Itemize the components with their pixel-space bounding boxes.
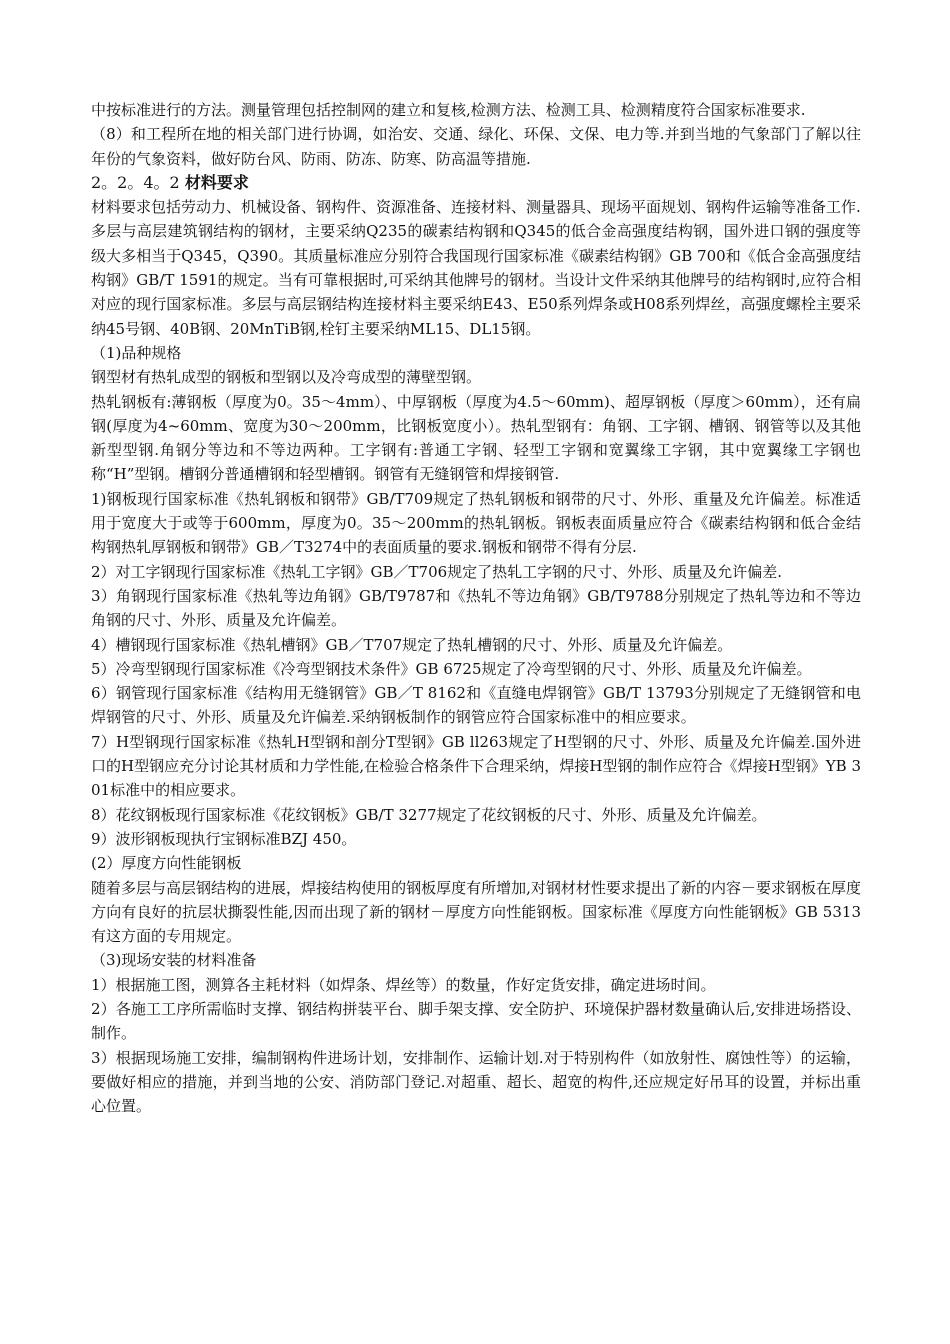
paragraph-coordination: （8）和工程所在地的相关部门进行协调，如治安、交通、绿化、环保、文保、电力等.并到当地的气象部门了解以往年份的气象资料，做好防台风、防雨、防冻、防寒、防高温等措施. bbox=[91, 125, 861, 168]
paragraph-steel-sections: 钢型材有热轧成型的钢板和型钢以及冷弯成型的薄壁型钢。 bbox=[91, 368, 482, 387]
list-item-angle-steel: 3）角钢现行国家标准《热轧等边角钢》GB/T9787和《热轧不等边角钢》GB/T9788分别规定了热轧等边和不等边角钢的尺寸、外形、质量及允许偏差。 bbox=[91, 586, 861, 630]
section-heading bbox=[91, 171, 861, 195]
paragraph-measurement-methods: 中按标准进行的方法。测量管理包括控制网的建立和复核,检测方法、检测工具、检测精度符合国家标准要求. bbox=[91, 101, 806, 119]
paragraph-hot-rolled: 热轧钢板有:薄钢板（厚度为0。35～4mm）、中厚钢板（厚度为4.5～60mm)、超厚钢板（厚度＞60mm），还有扁钢(厚度为4~60mm、宽度为30～200mm，比钢板宽度小）。热轧型钢有：角钢、工字钢、槽钢、钢管等以及其他新型型钢.角钢分等边和不等边两种。工字钢有:普通工字钢、轻型工字钢和宽翼缘工字钢，其中宽翼缘工字钢也称“H”型钢。槽钢分普通槽钢和轻型槽钢。钢管有无缝钢管和焊接钢管. bbox=[91, 392, 861, 484]
list-item-transport-plan: 3）根据现场施工安排，编制钢构件进场计划，安排制作、运输计划.对于特别构件（如放射性、腐蚀性等）的运输，要做好相应的措施，并到当地的公安、消防部门登记.对超重、超长、超宽的构件,还应规定好吊耳的设置，并标出重心位置。 bbox=[91, 1048, 861, 1116]
list-item-steel-pipe: 6）钢管现行国家标准《结构用无缝钢管》GB／T 8162和《直缝电焊钢管》GB/T 13793分别规定了无缝钢管和电焊钢管的尺寸、外形、质量及允许偏差.采纳钢板制作的钢管应符合国家标准中的相应要求。 bbox=[91, 684, 861, 727]
paragraph-steel-grades: 多层与高层建筑钢结构的钢材，主要采纳Q235的碳素结构钢和Q345的低合金高强度结构钢，国外进口钢的强度等级大多相当于Q345，Q390。其质量标准应分别符合我国现行国家标准《碳素结构钢》GB 700和《低合金高强度结构钢》GB/T 1591的规定。当有可靠根据时,可采纳其他牌号的钢材。当设计文件采纳其他牌号的结构钢时,应符合相对应的现行国家标准。多层与高层钢结构连接材料主要采纳E43、E50系列焊条或H08系列焊丝，高强度螺栓主要采纳45号钢、40B钢、20MnTiB钢,栓钉主要采纳ML15、DL15钢。 bbox=[91, 222, 861, 338]
list-item-channel-steel: 4）槽钢现行国家标准《热轧槽钢》GB／T707规定了热轧槽钢的尺寸、外形、质量及允许偏差。 bbox=[91, 635, 733, 654]
list-item-h-beam: 7）H型钢现行国家标准《热轧H型钢和剖分T型钢》GB ll263规定了H型钢的尺寸、外形、质量及允许偏差.国外进口的H型钢应充分讨论其材质和力学性能,在检验合格条件下合理采纳，焊接H型钢的制作应符合《焊接H型钢》YB 301标准中的相应要求。 bbox=[91, 732, 861, 800]
subheading-site-materials: （3)现场安装的材料准备 bbox=[91, 951, 257, 970]
section-title: 材料要求 bbox=[184, 172, 249, 192]
subheading-varieties: （1)品种规格 bbox=[91, 343, 182, 362]
subheading-thickness-direction: (2）厚度方向性能钢板 bbox=[91, 854, 242, 873]
paragraph-material-intro: 材料要求包括劳动力、机械设备、钢构件、资源准备、连接材料、测量器具、现场平面规划、钢构件运输等准备工作. bbox=[91, 198, 861, 217]
list-item-checkered-plate: 8）花纹钢板现行国家标准《花纹钢板》GB/T 3277规定了花纹钢板的尺寸、外形、质量及允许偏差。 bbox=[91, 805, 767, 824]
list-item-i-beam: 2）对工字钢现行国家标准《热轧工字钢》GB／T706规定了热轧工字钢的尺寸、外形、质量及允许偏差. bbox=[91, 562, 782, 581]
list-item-corrugated-plate: 9）波形钢板现执行宝钢标准BZJ 450。 bbox=[91, 829, 357, 848]
list-item-cold-formed: 5）冷弯型钢现行国家标准《冷弯型钢技术条件》GB 6725规定了冷弯型钢的尺寸、外形、质量及允许偏差。 bbox=[91, 659, 812, 678]
section-number: 2。2。4。2 bbox=[91, 172, 180, 192]
list-item-temporary-supports: 2）各施工工序所需临时支撑、钢结构拼装平台、脚手架支撑、安全防护、环境保护器材数量确认后,安排进场搭设、制作。 bbox=[91, 999, 861, 1043]
list-item-steel-plate: 1)钢板现行国家标准《热轧钢板和钢带》GB/T709规定了热轧钢板和钢带的尺寸、外形、重量及允许偏差。标准适用于宽度大于或等于600mm，厚度为0。35～200mm的热轧钢板。钢板表面质量应符合《碳素结构钢和低合金结构钢热轧厚钢板和钢带》GB／T3274中的表面质量的要求.钢板和钢带不得有分层. bbox=[91, 489, 861, 557]
document-page bbox=[91, 98, 861, 1118]
paragraph-thickness-direction: 随着多层与高层钢结构的进展，焊接结构使用的钢板厚度有所增加,对钢材材性要求提出了新的内容－要求钢板在厚度方向有良好的抗层状撕裂性能,因而出现了新的钢材－厚度方向性能钢板。国家标准《厚度方向性能钢板》GB 5313有这方面的专用规定。 bbox=[91, 878, 861, 946]
list-item-consumables: 1）根据施工图，测算各主耗材料（如焊条、焊丝等）的数量，作好定货安排，确定进场时间。 bbox=[91, 975, 716, 994]
